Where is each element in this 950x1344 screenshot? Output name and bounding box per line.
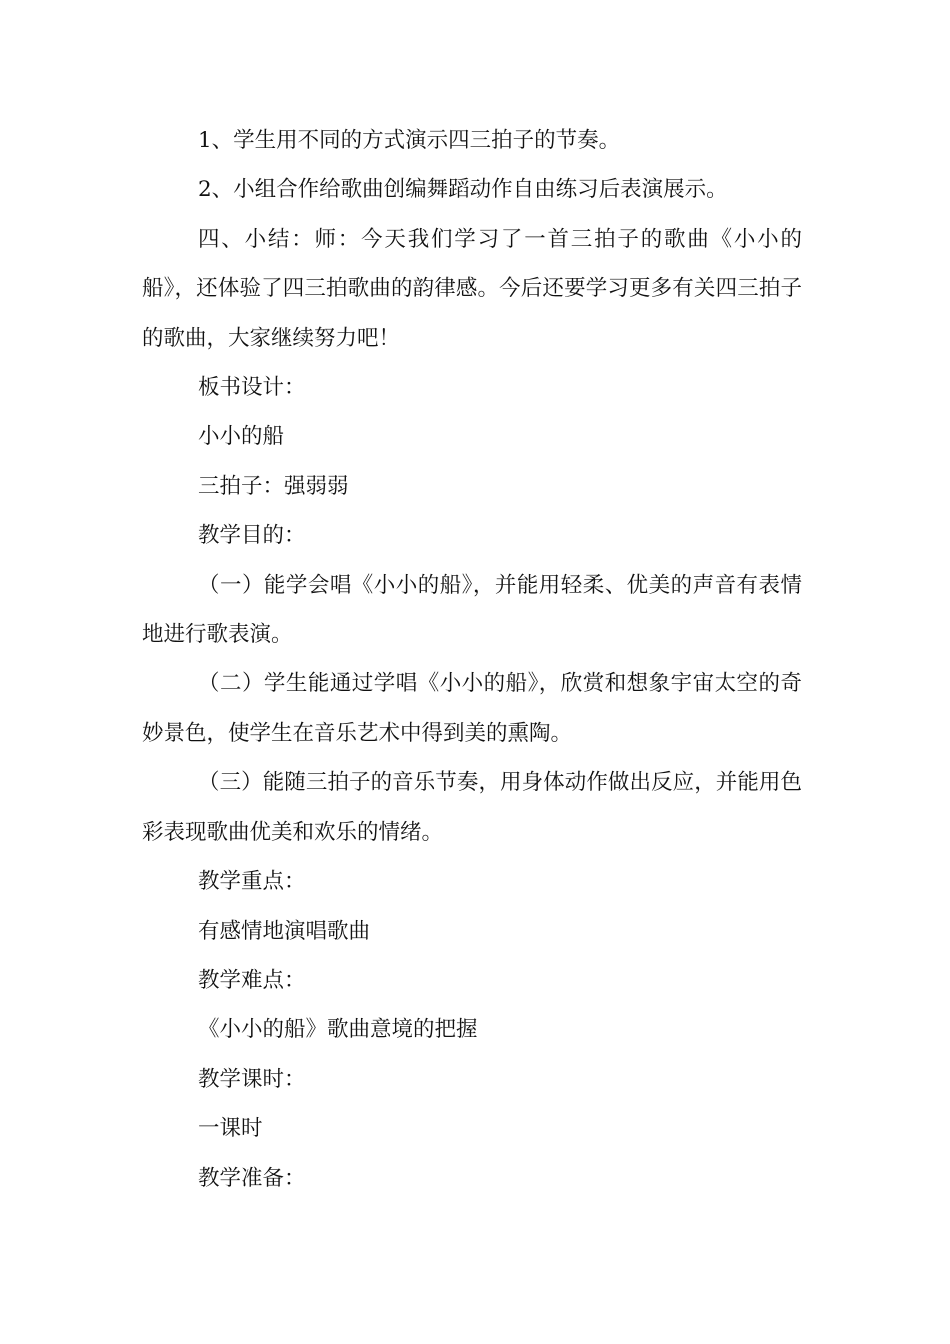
key-point-text: 有感情地演唱歌曲 [198,918,371,944]
goal-1: （一）能学会唱《小小的船》，并能用轻柔、优美的声音有表情地进行歌表演。 [142,572,802,648]
heading-key-points: 教学重点： [198,869,306,895]
goal-3: （三）能随三拍子的音乐节奏，用身体动作做出反应，并能用色彩表现歌曲优美和欢乐的情绪。 [142,770,802,845]
board-title: 小小的船 [198,424,285,450]
heading-class-hours: 教学课时： [198,1066,306,1092]
heading-difficulty: 教学难点： [198,967,306,993]
document-body [142,116,802,1203]
heading-teaching-goals: 教学目的： [198,523,306,549]
board-meter: 三拍子：强弱弱 [198,473,349,499]
goal-2: （二）学生能通过学唱《小小的船》，欣赏和想象宇宙太空的奇妙景色，使学生在音乐艺术中得到美的熏陶。 [142,671,802,746]
paragraph-summary: 四、小结：师：今天我们学习了一首三拍子的歌曲《小小的船》，还体验了四三拍歌曲的韵律感。今后还要学习更多有关四三拍子的歌曲，大家继续努力吧！ [142,226,802,351]
difficulty-text: 《小小的船》歌曲意境的把握 [198,1017,478,1043]
paragraph-activity-2: 2、小组合作给歌曲创编舞蹈动作自由练习后表演展示。 [198,177,728,203]
heading-board-design: 板书设计： [198,375,306,401]
class-hours-text: 一课时 [198,1116,263,1142]
paragraph-activity-1: 1、学生用不同的方式演示四三拍子的节奏。 [198,128,621,153]
heading-preparation: 教学准备： [198,1165,306,1191]
